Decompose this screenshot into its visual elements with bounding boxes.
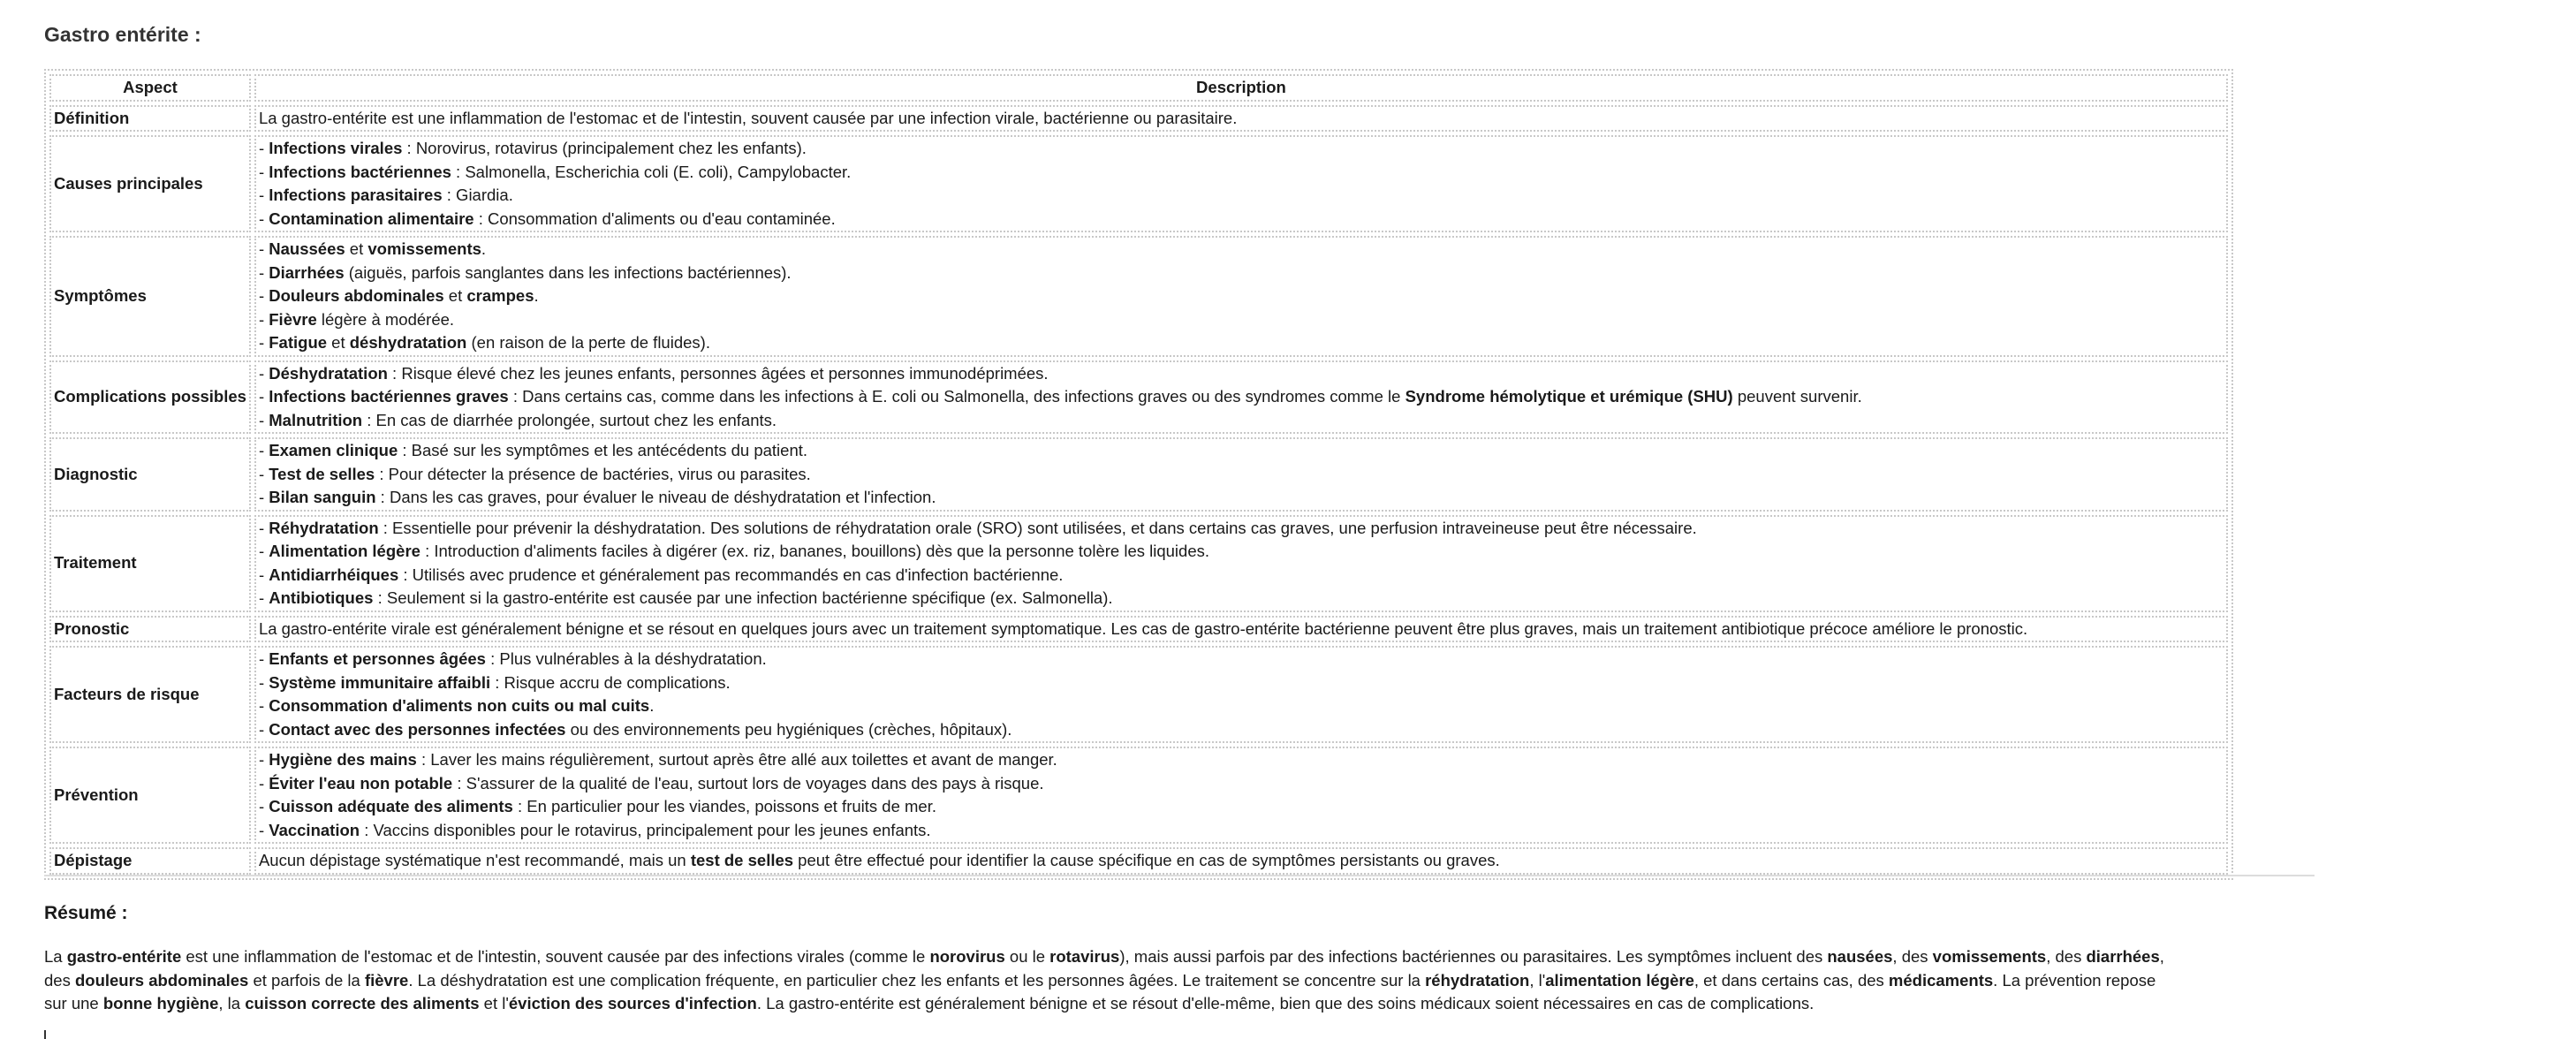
aspect-cell: Symptômes	[49, 236, 251, 357]
text-line	[259, 439, 2224, 463]
text-segment: -	[258, 797, 269, 815]
bold-term: vomissements	[1932, 947, 2047, 966]
text-segment: : Utilisés avec prudence et généralement pas recommandés en cas d'infection bactérienne.	[398, 565, 1064, 584]
page-title: Gastro entérite :	[44, 23, 201, 46]
text-segment: -	[258, 565, 269, 584]
bold-term: Bilan sanguin	[269, 488, 376, 506]
bold-term: Cuisson adéquate des aliments	[269, 797, 513, 815]
text-segment: , des	[2046, 947, 2087, 966]
summary-title: Résumé :	[44, 903, 128, 923]
text-segment: : Pour détecter la présence de bactéries, virus ou parasites.	[375, 464, 811, 483]
text-segment: .	[534, 286, 539, 305]
text-segment: -	[258, 719, 269, 739]
text-line	[259, 331, 2224, 355]
bold-term: norovirus	[929, 947, 1005, 966]
text-segment: -	[258, 139, 269, 157]
text-line	[259, 238, 2224, 262]
text-line	[259, 849, 2224, 873]
bold-term: alimentation légère	[1545, 970, 1694, 990]
text-line	[44, 994, 1814, 1012]
text-segment: : Risque accru de complications.	[490, 672, 731, 692]
text-segment: et	[327, 333, 350, 352]
summary-paragraph	[44, 945, 2315, 1016]
text-line	[44, 947, 2164, 966]
bold-term: Système immunitaire affaibli	[269, 672, 491, 692]
text-segment: : Basé sur les symptômes et les antécédents du patient.	[398, 441, 808, 459]
text-segment: : Introduction d'aliments faciles à digérer (ex. riz, bananes, bouillons) dès que la personne tolère les liquides.	[420, 542, 1209, 560]
aspect-cell: Définition	[49, 105, 251, 133]
table-row	[49, 847, 2228, 875]
text-segment: -	[258, 363, 269, 383]
text-segment: : Essentielle pour prévenir la déshydratation. Des solutions de réhydratation orale (SRO) sont utilisées, et dans certains cas graves, une perfusion intraveineuse peut être nécessaire.	[378, 518, 1697, 537]
bold-term: Infections bactériennes	[269, 162, 451, 181]
text-segment: et l'	[479, 994, 509, 1012]
text-segment: . La prévention repose	[1993, 970, 2156, 990]
bold-term: Diarrhées	[269, 262, 345, 282]
text-segment: .	[481, 239, 487, 258]
text-segment: La gastro-entérite virale est généralement bénigne et se résout en quelques jours avec un traitement symptomatique. Les cas de gastro-entérite bactérienne peuvent être plus graves, mais un traitement antibiotique précoce améliore le pronostic.	[258, 618, 2028, 638]
bold-term: Douleurs abdominales	[269, 286, 444, 305]
table-row	[49, 616, 2228, 643]
text-line	[259, 409, 2224, 433]
text-segment: ), mais aussi parfois par des infections bactériennes ou parasitaires. Les symptômes incluent des	[1119, 947, 1828, 966]
bold-term: Infections virales	[269, 139, 403, 157]
bold-term: Test de selles	[269, 464, 375, 483]
bold-term: Infections parasitaires	[269, 186, 443, 204]
text-segment: -	[258, 333, 269, 352]
text-segment: -	[258, 410, 269, 429]
text-segment: -	[258, 262, 269, 282]
text-line	[259, 564, 2224, 588]
bold-term: Éviter l'eau non potable	[269, 773, 453, 793]
bold-term: réhydratation	[1425, 970, 1530, 990]
bold-term: Vaccination	[269, 820, 360, 839]
text-line	[259, 795, 2224, 819]
text-line	[259, 284, 2224, 308]
text-segment: (en raison de la perte de fluides).	[466, 333, 710, 352]
text-segment: -	[258, 309, 269, 329]
bold-term: fièvre	[364, 970, 409, 990]
bold-term: rotavirus	[1049, 947, 1120, 966]
table-row	[49, 236, 2228, 357]
text-segment: -	[258, 542, 269, 560]
text-segment: -	[258, 649, 269, 668]
text-segment: , la	[218, 994, 246, 1012]
table-row	[49, 646, 2228, 743]
text-segment: : Dans certains cas, comme dans les infections à E. coli ou Salmonella, des infections graves ou des syndromes comme le	[508, 387, 1405, 406]
text-segment: : Risque élevé chez les jeunes enfants, personnes âgées et personnes immunodéprimées.	[387, 363, 1049, 383]
description-cell	[254, 847, 2228, 875]
text-line	[259, 587, 2224, 611]
description-cell	[254, 747, 2228, 844]
text-line	[259, 463, 2224, 487]
aspect-cell: Diagnostic	[49, 437, 251, 512]
bold-term: Infections bactériennes graves	[269, 387, 509, 406]
bold-term: Alimentation légère	[269, 542, 420, 560]
text-line	[259, 308, 2224, 332]
text-segment: : Plus vulnérables à la déshydratation.	[485, 649, 767, 668]
text-segment: -	[258, 239, 269, 258]
text-segment: ou des environnements peu hygiéniques (crèches, hôpitaux).	[565, 719, 1012, 739]
text-segment: ou le	[1004, 947, 1050, 966]
description-cell	[254, 360, 2228, 435]
text-segment: et	[345, 239, 368, 258]
text-segment: Aucun dépistage systématique n'est recommandé, mais un	[258, 851, 691, 869]
info-table-container	[44, 69, 2233, 880]
text-segment: , l'	[1529, 970, 1546, 990]
text-line	[259, 671, 2224, 695]
aspect-cell: Traitement	[49, 515, 251, 612]
text-line	[259, 540, 2224, 564]
table-header-row	[49, 74, 2228, 102]
text-segment: -	[258, 488, 269, 506]
text-line	[259, 184, 2224, 208]
table-body	[49, 105, 2228, 875]
bold-term: Fatigue	[269, 333, 328, 352]
text-line	[259, 748, 2224, 772]
text-line	[259, 694, 2224, 718]
bold-term: test de selles	[690, 851, 794, 869]
bold-term: Antibiotiques	[269, 588, 374, 607]
text-segment: -	[258, 286, 269, 305]
text-segment: -	[258, 209, 269, 228]
text-segment: peuvent survenir.	[1732, 387, 1862, 406]
text-segment: . La gastro-entérite est généralement bénigne et se résout d'elle-même, bien que des soins médicaux soient nécessaires en cas de complications.	[756, 994, 1815, 1012]
text-segment: -	[258, 464, 269, 483]
aspect-cell: Prévention	[49, 747, 251, 844]
aspect-cell: Causes principales	[49, 135, 251, 232]
info-table	[44, 69, 2233, 880]
text-line	[259, 161, 2224, 185]
table-row	[49, 105, 2228, 133]
text-segment: -	[258, 696, 269, 715]
text-segment: légère à modérée.	[316, 309, 455, 329]
table-row	[49, 747, 2228, 844]
text-segment: et	[443, 286, 467, 305]
text-segment: : Norovirus, rotavirus (principalement chez les enfants).	[402, 139, 807, 157]
aspect-cell: Dépistage	[49, 847, 251, 875]
text-cursor	[44, 1030, 46, 1039]
bold-term: gastro-entérite	[66, 947, 182, 966]
bold-term: Contact avec des personnes infectées	[269, 719, 566, 739]
text-segment: des	[44, 970, 75, 990]
text-line	[259, 819, 2224, 843]
bold-term: diarrhées	[2086, 947, 2160, 966]
aspect-cell: Complications possibles	[49, 360, 251, 435]
text-line	[259, 107, 2224, 131]
text-line	[259, 385, 2224, 409]
text-segment: : Consommation d'aliments ou d'eau contaminée.	[474, 209, 836, 228]
text-segment: et parfois de la	[248, 970, 365, 990]
text-segment: -	[258, 387, 269, 406]
text-segment: sur une	[44, 994, 103, 1012]
bold-term: Syndrome hémolytique et urémique (SHU)	[1405, 387, 1733, 406]
text-segment: (aiguës, parfois sanglantes dans les infections bactériennes).	[344, 262, 792, 282]
description-cell	[254, 646, 2228, 743]
aspect-cell: Facteurs de risque	[49, 646, 251, 743]
text-line	[259, 262, 2224, 285]
header-aspect: Aspect	[49, 74, 251, 102]
text-segment: , et dans certains cas, des	[1693, 970, 1889, 990]
text-segment: est une inflammation de l'estomac et de l'intestin, souvent causée par des infections virales (comme le	[181, 947, 930, 966]
bold-term: Naussées	[269, 239, 345, 258]
text-line	[44, 971, 2156, 990]
text-segment: -	[258, 773, 269, 793]
description-cell	[254, 135, 2228, 232]
text-segment: -	[258, 441, 269, 459]
bold-term: Hygiène des mains	[269, 750, 417, 769]
text-segment: : Salmonella, Escherichia coli (E. coli), Campylobacter.	[451, 162, 852, 181]
text-segment: . La déshydratation est une complication fréquente, en particulier chez les enfants et les personnes âgées. Le traitement se concentre sur la	[408, 970, 1426, 990]
text-segment: : En particulier pour les viandes, poissons et fruits de mer.	[512, 797, 936, 815]
bold-term: Malnutrition	[269, 410, 363, 429]
bold-term: médicaments	[1888, 970, 1994, 990]
text-line	[259, 362, 2224, 386]
bold-term: éviction des sources d'infection	[508, 994, 757, 1012]
text-line	[259, 137, 2224, 161]
text-segment: La gastro-entérite est une inflammation de l'estomac et de l'intestin, souvent causée par une infection virale, bactérienne ou parasitaire.	[258, 108, 1238, 127]
bold-term: vomissements	[367, 239, 481, 258]
text-line	[259, 648, 2224, 671]
text-segment: -	[258, 820, 269, 839]
text-segment: : S'assurer de la qualité de l'eau, surtout lors de voyages dans des pays à risque.	[452, 773, 1044, 793]
bold-term: Contamination alimentaire	[269, 209, 474, 228]
text-segment: -	[258, 588, 269, 607]
table-row	[49, 135, 2228, 232]
bold-term: douleurs abdominales	[74, 970, 249, 990]
bold-term: bonne hygiène	[102, 994, 219, 1012]
text-line	[259, 208, 2224, 231]
description-cell	[254, 236, 2228, 357]
table-row	[49, 360, 2228, 435]
description-cell	[254, 616, 2228, 643]
bold-term: nausées	[1827, 947, 1893, 966]
text-segment: : Laver les mains régulièrement, surtout après être allé aux toilettes et avant de manger.	[416, 750, 1057, 769]
text-segment: : Dans les cas graves, pour évaluer le niveau de déshydratation et l'infection.	[375, 488, 936, 506]
header-description: Description	[254, 74, 2228, 102]
text-line	[259, 772, 2224, 796]
text-line	[259, 486, 2224, 510]
bold-term: Enfants et personnes âgées	[269, 649, 486, 668]
bold-term: Consommation d'aliments non cuits ou mal cuits	[269, 696, 650, 715]
text-segment: : En cas de diarrhée prolongée, surtout chez les enfants.	[362, 410, 777, 429]
table-row	[49, 515, 2228, 612]
text-segment: : Giardia.	[442, 186, 513, 204]
text-segment: .	[649, 696, 655, 715]
table-row	[49, 437, 2228, 512]
bold-term: Examen clinique	[269, 441, 398, 459]
text-segment: : Vaccins disponibles pour le rotavirus, principalement pour les jeunes enfants.	[360, 820, 931, 839]
bold-term: déshydratation	[349, 333, 467, 352]
bold-term: Déshydratation	[269, 363, 388, 383]
bold-term: Antidiarrhéiques	[269, 565, 399, 584]
text-segment: -	[258, 162, 269, 181]
section-divider	[44, 875, 2315, 876]
text-segment: , des	[1892, 947, 1933, 966]
bold-term: Fièvre	[269, 309, 317, 329]
text-line	[259, 718, 2224, 742]
bold-term: Réhydratation	[269, 518, 379, 537]
text-segment: -	[258, 750, 269, 769]
text-segment: -	[258, 518, 269, 537]
bold-term: crampes	[466, 286, 534, 305]
text-segment: ,	[2159, 947, 2164, 966]
text-segment: La	[44, 947, 67, 966]
description-cell	[254, 105, 2228, 133]
text-segment: : Seulement si la gastro-entérite est causée par une infection bactérienne spécifique (ex. Salmonella).	[373, 588, 1113, 607]
text-line	[259, 618, 2224, 641]
description-cell	[254, 515, 2228, 612]
bold-term: cuisson correcte des aliments	[245, 994, 480, 1012]
text-segment: -	[258, 186, 269, 204]
text-segment: peut être effectué pour identifier la cause spécifique en cas de symptômes persistants ou graves.	[793, 851, 1500, 869]
aspect-cell: Pronostic	[49, 616, 251, 643]
text-line	[259, 517, 2224, 541]
description-cell	[254, 437, 2228, 512]
text-segment: -	[258, 672, 269, 692]
